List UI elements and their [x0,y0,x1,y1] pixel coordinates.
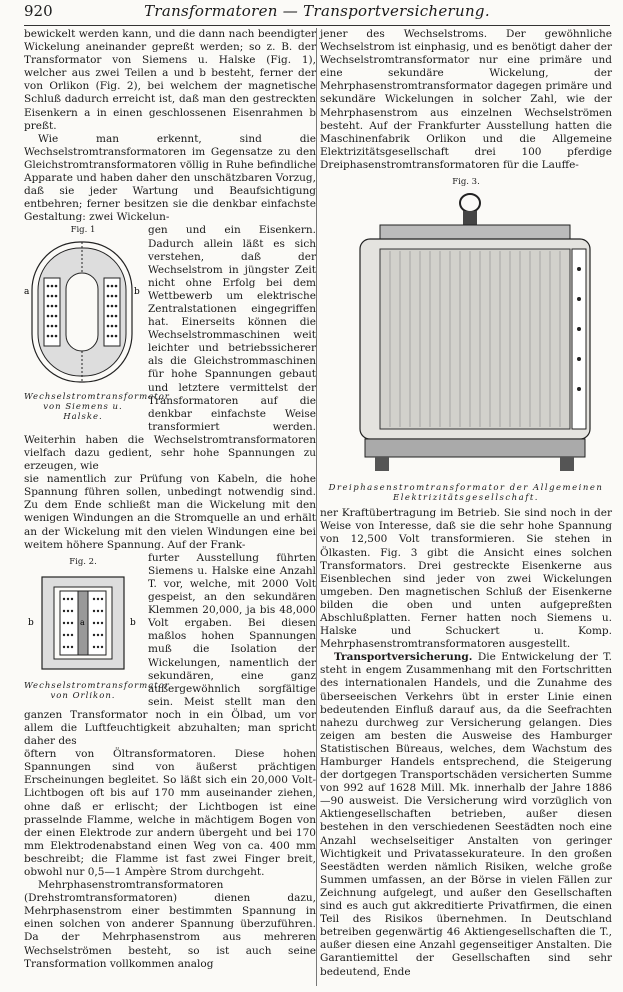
article-heading-transportversicherung: Transportversicherung. [334,651,473,664]
figure-1-b: b [134,286,140,297]
page-number: 920 [24,2,53,20]
figure-2-a: a [80,617,85,627]
paragraph-3: Mehrphasenstromtransformatoren (Drehstromtransformatoren) dienen dazu, Mehrphasenstrom einer bestimmten Spannung in einen solchen von anderer Spannung überzuführen. Da der Mehrphasenstrom aus mehreren Wechselströmen besteht, so ist auch seine Transformation vollkommen analog [24,879,316,970]
figure-3-caption: Dreiphasenstromtransformator der Allgemeinen Elektrizitätsgesellschaft. [328,483,604,504]
figure-1-drawing [24,238,142,388]
paragraph-2-continued: sie namentlich zur Prüfung von Kabeln, die hohe Spannung führen sollen, unbedingt notwendig sind. Zu dem Ende schließt man die Wickelung mit den wenigen Windungen an die Stromquelle an und erhält an der Wickelung mit den vielen Windungen eine bei weitem höhere Spannung. Auf der Frank- [24,473,316,551]
figure-2-b-left: b [28,617,34,628]
figure-1-a: a [24,286,30,297]
header-rule [24,25,610,26]
paragraph-2-beside-figure-2: furter Ausstellung führten Siemens u. Halske eine Anzahl T. vor, welche, mit 2000 Volt gespeist, an den sekundären Klemmen 20,000, ja bis 48,000 Volt ergaben. Bei diesen maßlos hohen Spannungen muß die Isolation der Wickelungen, namentlich der sekundären, eine ganz außergewöhnlich sorgfältige sein. Meist stellt man den ganzen Transformator noch in ein Ölbad, um vor allem die Luftfeuchtigkeit abzuhalten; man spricht daher des [24,551,316,748]
figure-1-caption: Wechselstromtransformator von Siemens u. Halske. [24,391,170,422]
right-paragraph-3: Die Entwickelung der T. steht in engem Zusammenhang mit den Fortschritten des internationalen Handels, und die Zunahme des überseeischen Verkehrs übt in erster Linie einen bedeutenden Einfluß darauf aus, da die Seefrachten nahezu durchweg zur Versicherung gelangen. Dies zeigen am besten die Ausweise des Hamburger Statistischen Büreaus, welches, dem Wachstum des Hamburger Handels entsprechend, die Steigerung der dortgegen Transportschäden versicherten Summe von 992 auf 1628 Mill. Mk. innerhalb der Jahre 1886—90 ausweist. Die Versicherung wird vorzüglich von Aktiengesellschaften betrieben, außer diesen bestehen in den verschiedenen Seestädten noch eine Anzahl wechselseitiger Anstalten von geringer Wichtigkeit und Privatassekurateure. In den großen Seestädten werden nämlich Risiken, welche große Summen umfassen, an der Börse in vielen Fällen zur Zeichnung aufgelegt, und außer den Gesellschaften sind es auch gut akkreditierte Privatfirmen, die einen Teil des Risikos übernehmen. In Deutschland betreiben gegenwärtig 46 Aktiengesellschaften die T., außer diesen eine Anzahl gegenseitiger Anstalten. Die Garantiemittel der Gesellschaften sind sehr bedeutend, Ende [320,651,612,978]
page-header [24,2,610,24]
figure-1-label: Fig. 1 [70,225,96,236]
left-column [24,28,316,971]
figure-1 [24,224,170,422]
figure-2-label: Fig. 2. [69,556,97,567]
right-paragraph-1: jener des Wechselstroms. Der gewöhnliche Wechselstrom ist einphasig, und es benötigt daher der Wechselstromtransformator nur eine primäre und eine sekundäre Wickelung, der Mehrphasenstromtransformator dagegen primäre und sekundäre Wickelungen in solcher Zahl, wie der Mehrphasenstrom aus einzelnen Wechselströmen besteht. Auf der Frankfurter Ausstellung hatten die Maschinenfabrik Orlikon und die Allgemeine Elektrizitätsgesellschaft drei 100 pferdige Dreiphasenstromtransformatoren für die Lauffe- [320,28,612,171]
figure-3 [320,176,612,503]
paragraph-2-end: öftern von Öltransformatoren. Diese hohen Spannungen sind von äußerst prächtigen Erscheinungen begleitet. So läßt sich ein 20,000 Volt-Lichtbogen oft bis auf 170 mm auseinander ziehen, ohne daß er erlischt; der Lichtbogen ist eine prasselnde Flamme, welche in mächtigem Bogen von der einen Elektrode zur andern übergeht und bei 170 mm Elektrodenabstand einen Weg von ca. 400 mm beschreibt; die Flamme ist fast zwei Finger breit, obwohl nur 0,5—1 Ampère Strom durchgeht. [24,748,316,878]
figure-2-caption: Wechselstromtransformator von Orlikon. [24,680,170,701]
figure-2 [24,556,170,701]
figure-2-drawing [24,569,142,677]
figure-3-drawing [320,189,612,479]
paragraph-2-beside-figure-1: gen und ein Eisenkern. Dadurch allein läßt es sich verstehen, daß der Wechselstrom in jüngster Zeit nicht ohne Erfolg bei dem Wettbewerb um elektrische Zentralstationen eingegriffen hat. Einerseits können die Wechselstrommaschinen weit leichter und betriebssicherer als die Gleichstrommaschinen für hohe Spannungen gebaut und letztere vermittelst der Transformatoren auf die denkbar einfachste Weise transformiert werden. Weiterhin haben die Wechselstromtransformatoren vielfach dazu gedient, sehr hohe Spannungen zu erzeugen, wie [24,224,316,473]
paragraph-1: bewickelt werden kann, und die dann nach beendigter Wickelung aneinander gepreßt werden; so z. B. der Transformator von Siemens u. Halske (Fig. 1), welcher aus zwei Teilen a und b besteht, ferner der von Orlikon (Fig. 2), bei welchem der magnetische Schluß dadurch erreicht ist, daß man den gestreckten Eisenkern a in einen geschlossenen Eisenrahmen b preßt. [24,28,316,132]
right-column [320,28,612,979]
column-divider [316,28,317,986]
running-title: Transformatoren — Transportversicherung. [144,2,490,20]
paragraph-2-intro: Wie man erkennt, sind die Wechselstromtransformatoren im Gegensatze zu den Gleichstromtransformatoren völlig in Ruhe befindliche Apparate und haben daher den unschätzbaren Vorzug, daß sie jeder Wartung und Beaufsichtigung entbehren; ferner besitzen sie die denkbar einfachste Gestaltung: zwei Wickelun- [24,132,316,224]
figure-3-label: Fig. 3. [452,177,480,188]
right-paragraph-2: ner Kraftübertragung im Betrieb. Sie sind noch in der Weise von Interesse, daß sie die sehr hohe Spannung von 12,500 Volt transformieren. Sie stehen in Ölkasten. Fig. 3 gibt die Ansicht eines solchen Transformators. Drei gestreckte Eisenkerne aus Eisenblechen sind jeder von zwei Wickelungen umgeben. Den magnetischen Schluß der Eisenkerne bilden die oben und unten aufgepreßten Abschlußplatten. Ferner hatten noch Siemens u. Halske und Schuckert u. Komp. Mehrphasenstromtransformatoren ausgestellt. [320,507,612,651]
figure-2-b-right: b [130,617,136,628]
